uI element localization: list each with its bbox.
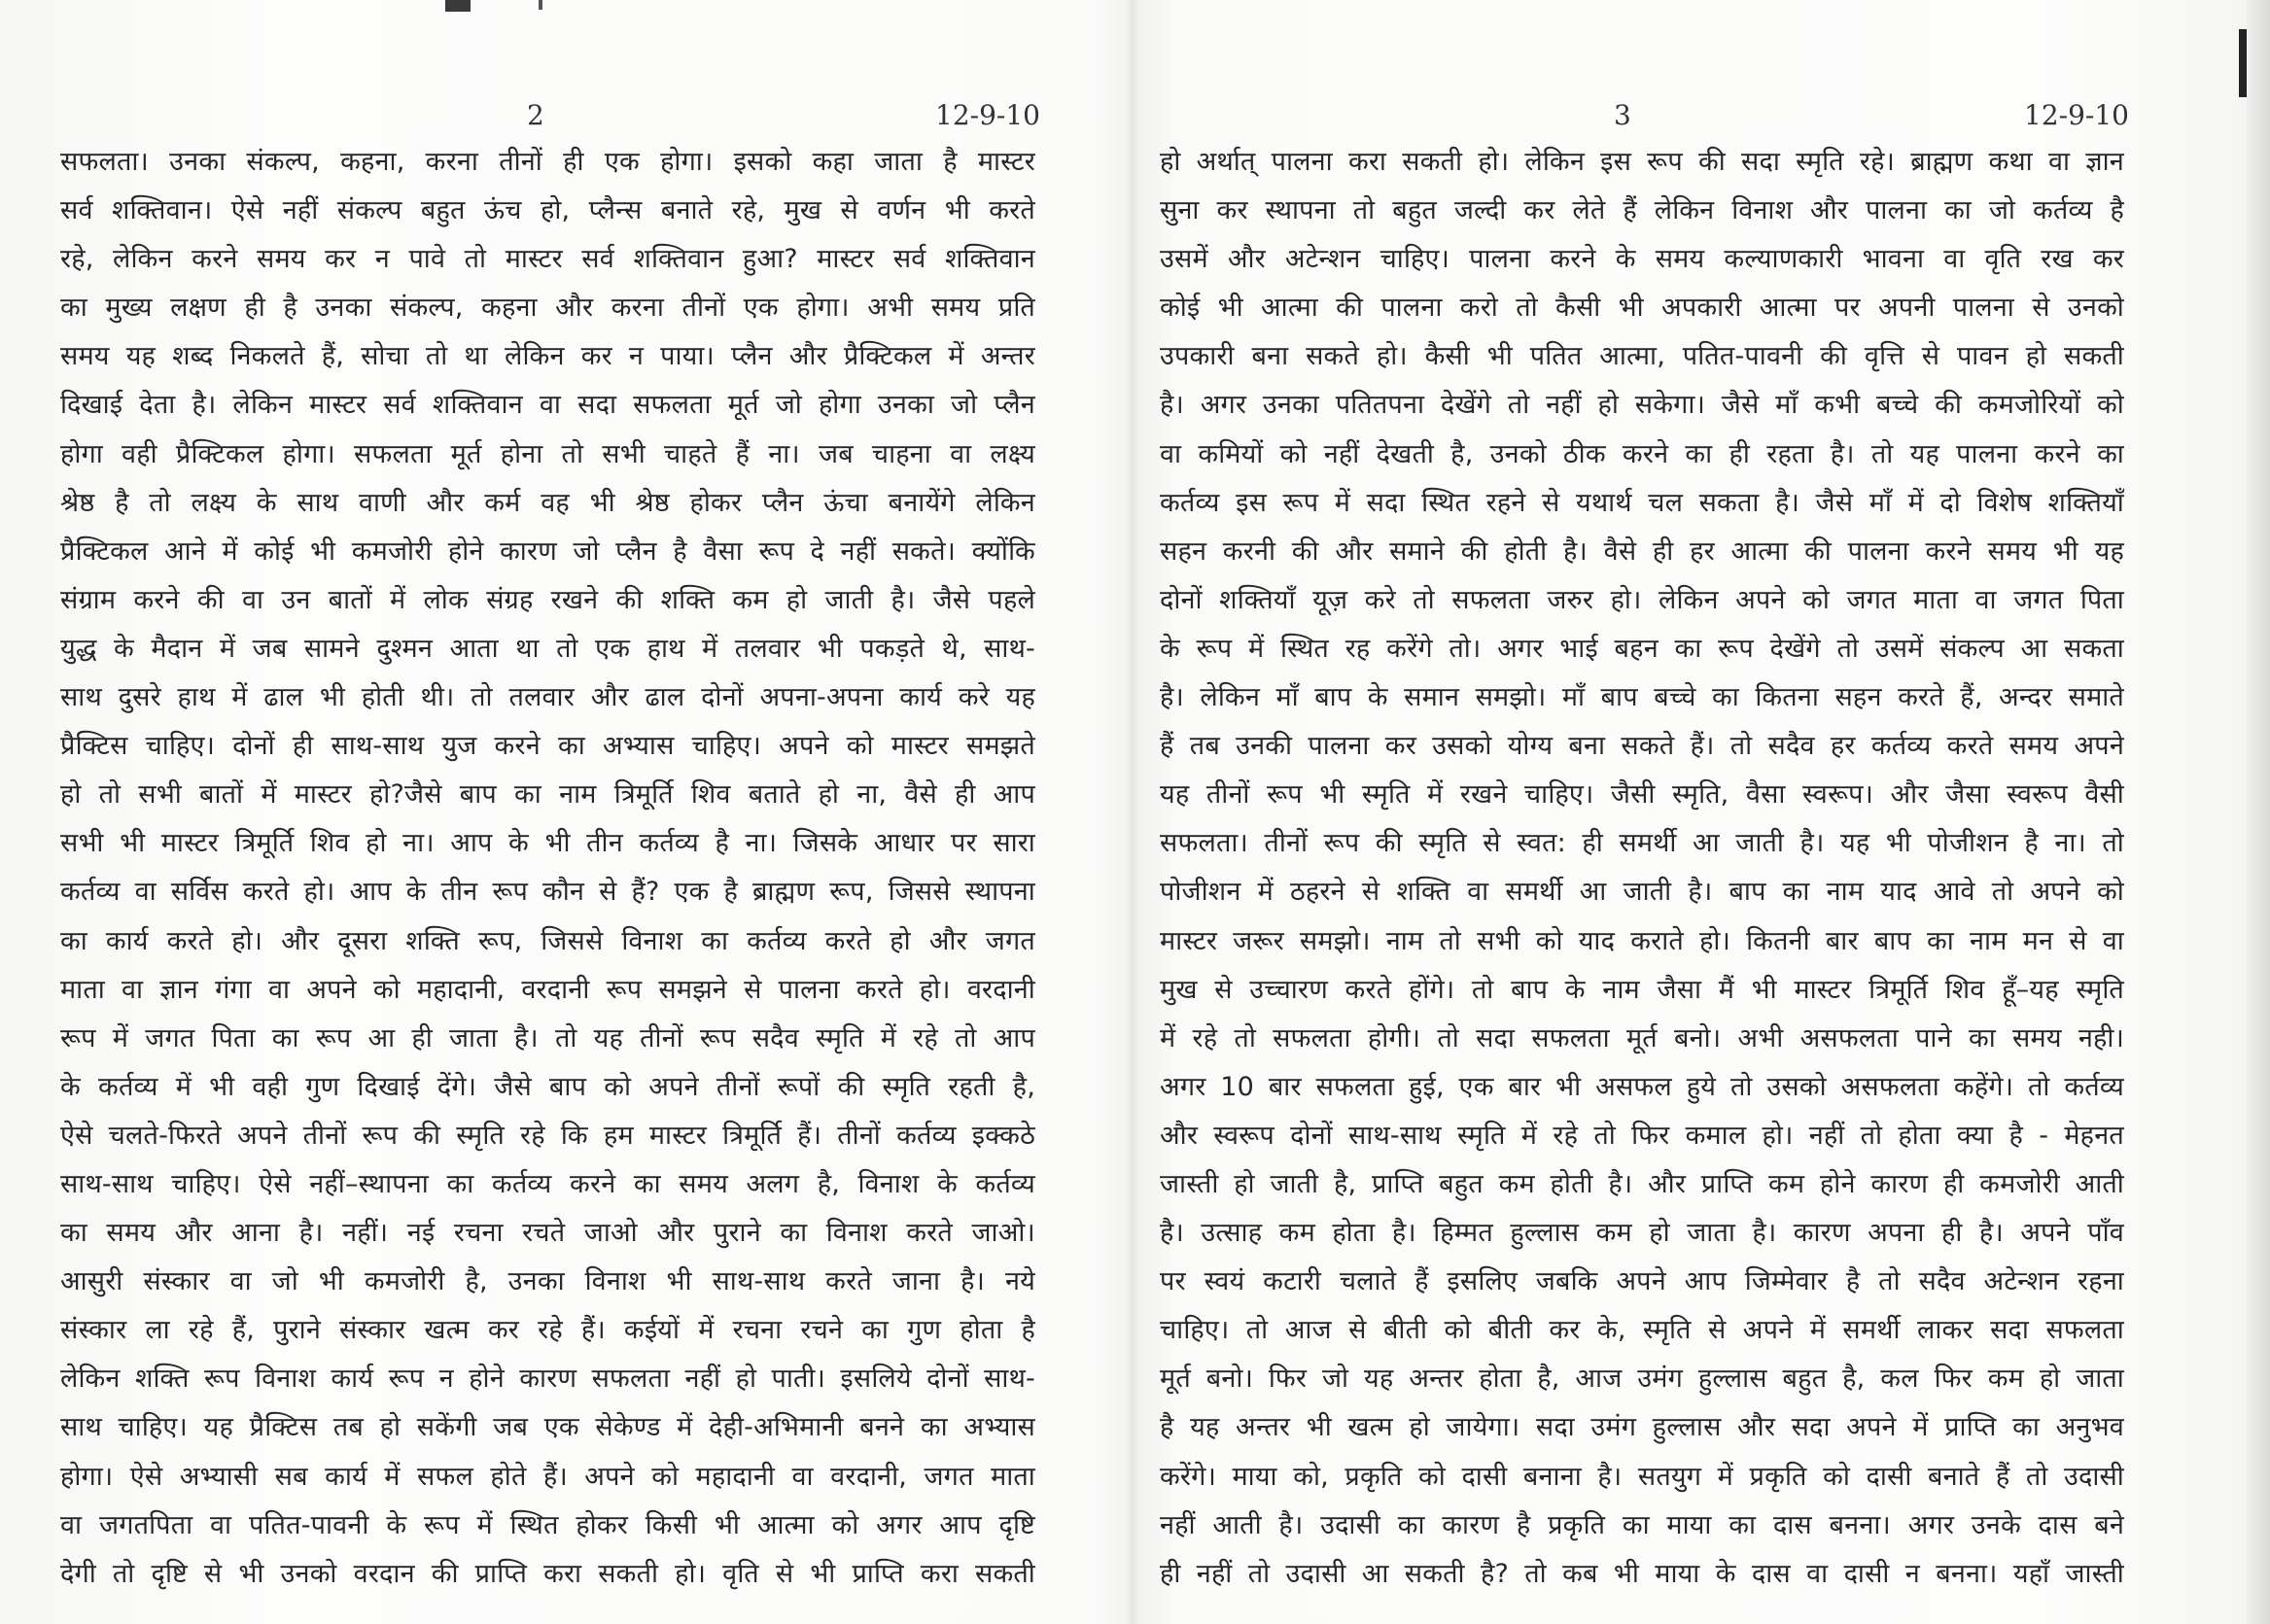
left-page-date: 12-9-10	[935, 99, 1040, 131]
text-line: सहन करनी की और समाने की होती है। वैसे ही हर आत्मा की पालना करने समय भी यह	[1160, 536, 2124, 567]
text-line: और स्वरूप दोनों साथ-साथ स्मृति में रहे तो फिर कमाल हो। नहीं तो होता क्या है - मेहनत	[1160, 1120, 2124, 1151]
left-page	[60, 99, 1040, 1599]
text-line: के कर्तव्य में भी वही गुण दिखाई देंगे। जैसे बाप को अपने तीनों रूपों की स्मृति रहती है,	[60, 1071, 1035, 1102]
text-line: जास्ती हो जाती है, प्राप्ति बहुत कम होती है। और प्राप्ति कम होने कारण ही कमजोरी आती	[1160, 1168, 2124, 1199]
scan-mark	[445, 0, 471, 12]
text-line: सभी भी मास्टर त्रिमूर्ति शिव हो ना। आप के भी तीन कर्तव्य है ना। जिसके आधार पर सारा	[60, 828, 1035, 859]
text-line: है। उत्साह कम होता है। हिम्मत हुल्लास कम हो जाता है। कारण अपना ही है। अपने पाँव	[1160, 1218, 2124, 1249]
text-line: है। लेकिन माँ बाप के समान समझो। माँ बाप बच्चे का कितना सहन करते हैं, अन्दर समाते	[1160, 682, 2124, 713]
right-page-number: 3	[1614, 99, 1631, 131]
text-line: साथ दुसरे हाथ में ढाल भी होती थी। तो तलवार और ढाल दोनों अपना-अपना कार्य करे यह	[60, 682, 1035, 713]
text-line: है यह अन्तर भी खत्म हो जायेगा। सदा उमंग हुल्लास और सदा अपने में प्राप्ति का अनुभव	[1160, 1412, 2124, 1443]
text-line: लेकिन शक्ति रूप विनाश कार्य रूप न होने कारण सफलता नहीं हो पाती। इसलिये दोनों साथ-	[60, 1364, 1035, 1395]
text-line: साथ-साथ चाहिए। ऐसे नहीं–स्थापना का कर्तव्य करने का समय अलग है, विनाश के कर्तव्य	[60, 1168, 1035, 1199]
text-line: अगर 10 बार सफलता हुई, एक बार भी असफल हुये तो उसको असफलता कहेंगे। तो कर्तव्य	[1160, 1071, 2124, 1102]
left-page-text	[60, 138, 1035, 1599]
right-page-header	[1160, 99, 2129, 138]
text-line: का मुख्य लक्षण ही है उनका संकल्प, कहना और करना तीनों एक होगा। अभी समय प्रति	[60, 293, 1035, 324]
text-line: मूर्त बनो। फिर जो यह अन्तर होता है, आज उमंग हुल्लास बहुत है, कल फिर कम हो जाता	[1160, 1364, 2124, 1395]
text-line: में रहे तो सफलता होगी। तो सदा सफलता मूर्त बनो। अभी असफलता पाने का समय नही।	[1160, 1022, 2124, 1054]
text-line: रहे, लेकिन करने समय कर न पावे तो मास्टर सर्व शक्तिवान हुआ? मास्टर सर्व शक्तिवान	[60, 244, 1035, 275]
scan-edge	[2247, 0, 2270, 1624]
text-line: पोजीशन में ठहरने से शक्ति वा समर्थी आ जाती है। बाप का नाम याद आवे तो अपने को	[1160, 877, 2124, 908]
text-line: वा कमियों को नहीं देखती है, उनको ठीक करने का ही रहता है। तो यह पालना करने का	[1160, 438, 2124, 469]
text-line: दोनों शक्तियाँ यूज़ करे तो सफलता जरुर हो। लेकिन अपने को जगत माता वा जगत पिता	[1160, 584, 2124, 615]
right-page-text	[1160, 138, 2124, 1599]
text-line: देगी तो दृष्टि से भी उनको वरदान की प्राप्ति करा सकती हो। वृति से भी प्राप्ति करा सकती	[60, 1558, 1035, 1589]
text-line: वा जगतपिता वा पतित-पावनी के रूप में स्थित होकर किसी भी आत्मा को अगर आप दृष्टि	[60, 1509, 1035, 1540]
text-line: संग्राम करने की वा उन बातों में लोक संग्रह रखने की शक्ति कम हो जाती है। जैसे पहले	[60, 584, 1035, 615]
text-line: है। अगर उनका पतितपना देखेंगे तो नहीं हो सकेगा। जैसे माँ कभी बच्चे की कमजोरियों को	[1160, 390, 2124, 421]
text-line: करेंगे। माया को, प्रकृति को दासी बनाना है। सतयुग में प्रकृति को दासी बनाते हैं तो उदासी	[1160, 1461, 2124, 1492]
text-line: मास्टर जरूर समझो। नाम तो सभी को याद कराते हो। कितनी बार बाप का नाम मन से वा	[1160, 925, 2124, 956]
text-line: का समय और आना है। नहीं। नई रचना रचते जाओ और पुराने का विनाश करते जाओ।	[60, 1218, 1035, 1249]
scan-edge-mark	[2239, 29, 2247, 97]
text-line: कर्तव्य इस रूप में सदा स्थित रहने से यथार्थ चल सकता है। जैसे माँ में दो विशेष शक्तियाँ	[1160, 487, 2124, 518]
text-line: प्रैक्टिकल आने में कोई भी कमजोरी होने कारण जो प्लैन है वैसा रूप दे नहीं सकते। क्योंकि	[60, 536, 1035, 567]
text-line: के रूप में स्थित रह करेंगे तो। अगर भाई बहन का रूप देखेंगे तो उसमें संकल्प आ सकता	[1160, 633, 2124, 664]
text-line: रूप में जगत पिता का रूप आ ही जाता है। तो यह तीनों रूप सदैव स्मृति में रहे तो आप	[60, 1022, 1035, 1054]
text-line: सफलता। उनका संकल्प, कहना, करना तीनों ही एक होगा। इसको कहा जाता है मास्टर	[60, 147, 1035, 177]
text-line: कर्तव्य वा सर्विस करते हो। आप के तीन रूप कौन से हैं? एक है ब्राह्मण रूप, जिससे स्थापना	[60, 877, 1035, 908]
text-line: साथ चाहिए। यह प्रैक्टिस तब हो सकेंगी जब एक सेकेण्ड में देही-अभिमानी बनने का अभ्यास	[60, 1412, 1035, 1443]
text-line: यह तीनों रूप भी स्मृति में रखने चाहिए। जैसी स्मृति, वैसा स्वरूप। और जैसा स्वरूप वैसी	[1160, 779, 2124, 811]
left-page-header	[60, 99, 1040, 138]
text-line: माता वा ज्ञान गंगा वा अपने को महादानी, वरदानी रूप समझने से पालना करते हो। वरदानी	[60, 974, 1035, 1005]
text-line: उसमें और अटेन्शन चाहिए। पालना करने के समय कल्याणकारी भावना वा वृति रख कर	[1160, 244, 2124, 275]
text-line: मुख से उच्चारण करते होंगे। तो बाप के नाम जैसा मैं भी मास्टर त्रिमूर्ति शिव हूँ–यह स्मृति	[1160, 974, 2124, 1005]
text-line: सफलता। तीनों रूप की स्मृति से स्वत: ही समर्थी आ जाती है। यह भी पोजीशन है ना। तो	[1160, 828, 2124, 859]
text-line: आसुरी संस्कार वा जो भी कमजोरी है, उनका विनाश भी साथ-साथ करते जाना है। नये	[60, 1266, 1035, 1297]
text-line: का कार्य करते हो। और दूसरा शक्ति रूप, जिससे विनाश का कर्तव्य करते हो और जगत	[60, 925, 1035, 956]
text-line: होगा वही प्रैक्टिकल होगा। सफलता मूर्त होना तो सभी चाहते हैं ना। जब चाहना वा लक्ष्य	[60, 438, 1035, 469]
text-line: नहीं आती है। उदासी का कारण है प्रकृति का माया का दास बनना। अगर उनके दास बने	[1160, 1509, 2124, 1540]
text-line: सर्व शक्तिवान। ऐसे नहीं संकल्प बहुत ऊंच हो, प्लैन्स बनाते रहे, मुख से वर्णन भी करते	[60, 195, 1035, 226]
text-line: हैं तब उनकी पालना कर उसको योग्य बना सकते हैं। तो सदैव हर कर्तव्य करते समय अपने	[1160, 731, 2124, 762]
text-line: उपकारी बना सकते हो। कैसी भी पतित आत्मा, पतित-पावनी की वृत्ति से पावन हो सकती	[1160, 341, 2124, 372]
text-line: चाहिए। तो आज से बीती को बीती कर के, स्मृति से अपने में समर्थी लाकर सदा सफलता	[1160, 1315, 2124, 1346]
text-line: युद्ध के मैदान में जब सामने दुश्मन आता था तो एक हाथ में तलवार भी पकड़ते थे, साथ-	[60, 633, 1035, 664]
right-page-date: 12-9-10	[2024, 99, 2129, 131]
text-line: सुना कर स्थापना तो बहुत जल्दी कर लेते हैं लेकिन विनाश और पालना का जो कर्तव्य है	[1160, 195, 2124, 226]
page-fold	[1126, 0, 1139, 1624]
text-line: पर स्वयं कटारी चलाते हैं इसलिए जबकि अपने आप जिम्मेवार है तो सदैव अटेन्शन रहना	[1160, 1266, 2124, 1297]
text-line: ऐसे चलते-फिरते अपने तीनों रूप की स्मृति रहे कि हम मास्टर त्रिमूर्ति हैं। तीनों कर्तव्य इक्कठे	[60, 1120, 1035, 1151]
text-line: कोई भी आत्मा की पालना करो तो कैसी भी अपकारी आत्मा पर अपनी पालना से उनको	[1160, 293, 2124, 324]
right-page	[1160, 99, 2129, 1599]
text-line: हो अर्थात् पालना करा सकती हो। लेकिन इस रूप की सदा स्मृति रहे। ब्राह्मण कथा वा ज्ञान	[1160, 147, 2124, 177]
text-line: ही नहीं तो उदासी आ सकती है? तो कब भी माया के दास वा दासी न बनना। यहाँ जास्ती	[1160, 1558, 2124, 1589]
text-line: हो तो सभी बातों में मास्टर हो?जैसे बाप का नाम त्रिमूर्ति शिव बताते हो ना, वैसे ही आप	[60, 779, 1035, 811]
text-line: संस्कार ला रहे हैं, पुराने संस्कार खत्म कर रहे हैं। कईयों में रचना रचने का गुण होता है	[60, 1315, 1035, 1346]
text-line: श्रेष्ठ है तो लक्ष्य के साथ वाणी और कर्म वह भी श्रेष्ठ होकर प्लैन ऊंचा बनायेंगे लेकिन	[60, 487, 1035, 518]
text-line: होगा। ऐसे अभ्यासी सब कार्य में सफल होते हैं। अपने को महादानी वा वरदानी, जगत माता	[60, 1461, 1035, 1492]
left-page-number: 2	[527, 99, 544, 131]
text-line: समय यह शब्द निकलते हैं, सोचा तो था लेकिन कर न पाया। प्लैन और प्रैक्टिकल में अन्तर	[60, 341, 1035, 372]
text-line: प्रैक्टिस चाहिए। दोनों ही साथ-साथ युज करने का अभ्यास चाहिए। अपने को मास्टर समझते	[60, 731, 1035, 762]
text-line: दिखाई देता है। लेकिन मास्टर सर्व शक्तिवान वा सदा सफलता मूर्त जो होगा उनका जो प्लैन	[60, 390, 1035, 421]
scan-mark	[539, 0, 542, 10]
